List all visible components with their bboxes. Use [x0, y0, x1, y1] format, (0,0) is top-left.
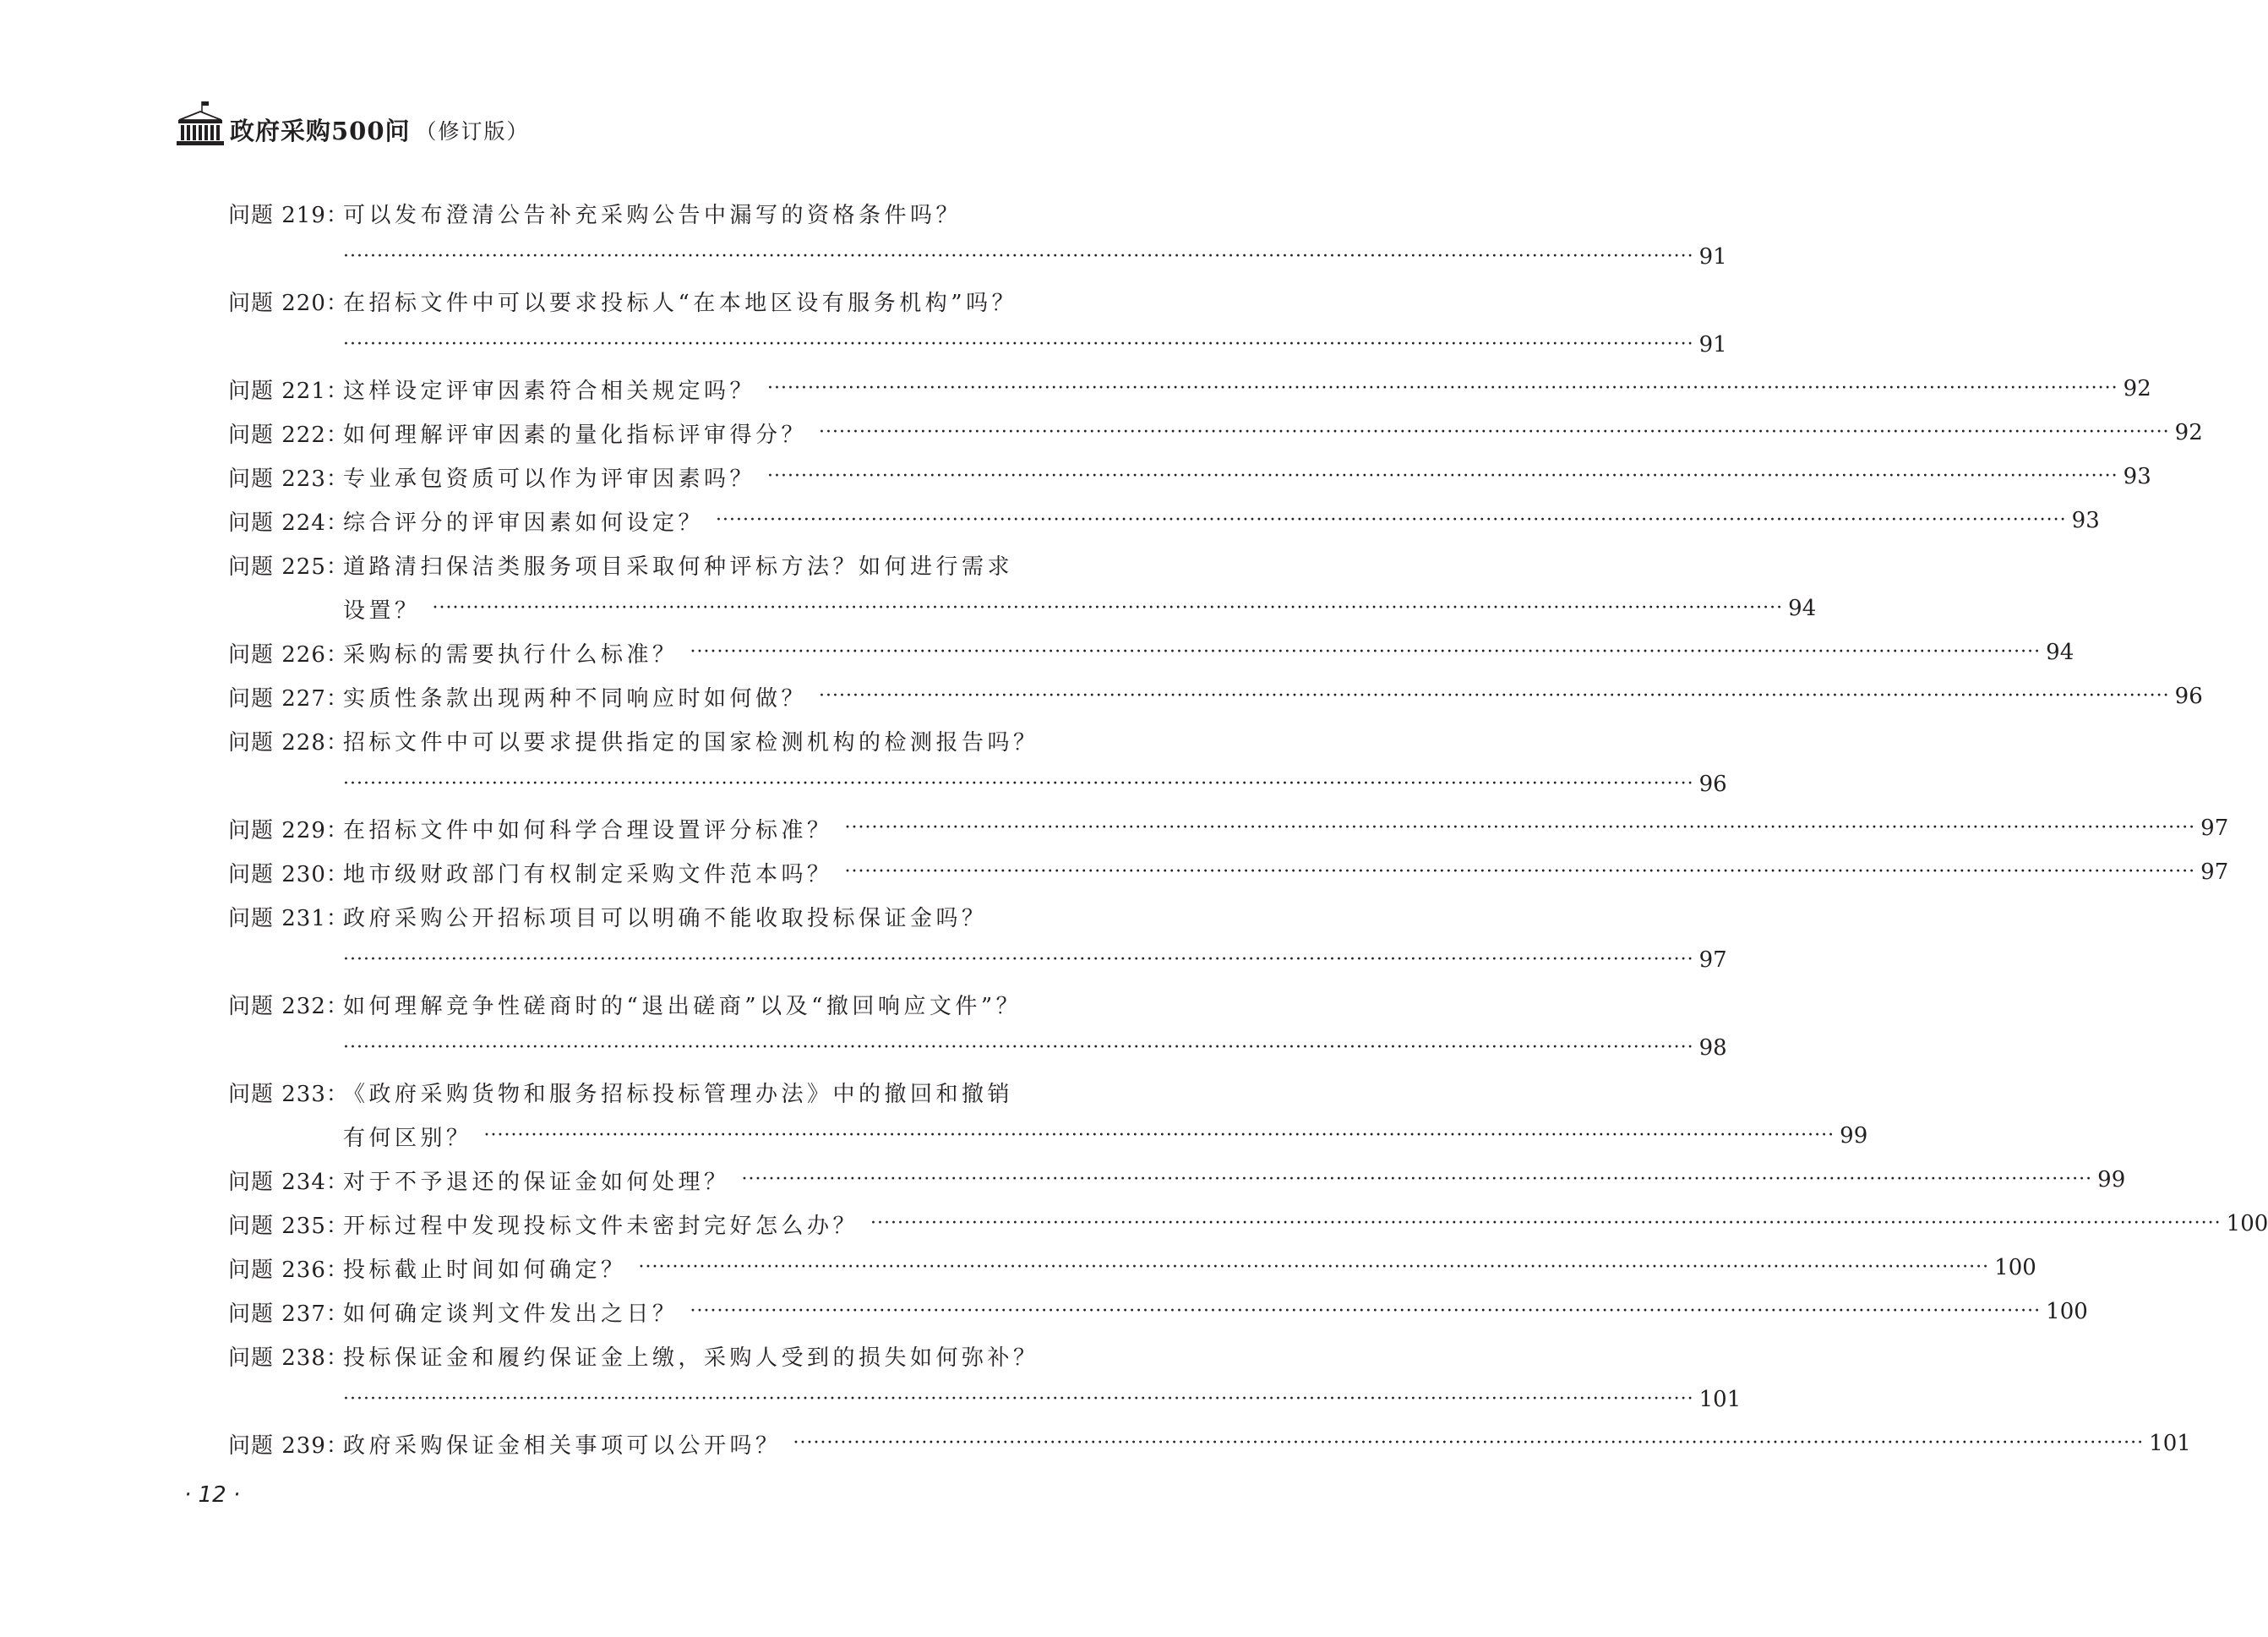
question-title: 如何确定谈判文件发出之日？ — [343, 1301, 679, 1327]
question-title: 道路清扫保洁类服务项目采取何种评标方法？如何进行需求 — [343, 554, 1014, 580]
leader-dots: ········································································································································································································ — [343, 334, 1694, 355]
leader-dots: ········································································································································································································ — [819, 685, 2170, 707]
toc-entry[interactable] — [228, 894, 1727, 982]
leader-dots: ········································································································································································································ — [844, 861, 2196, 882]
page-ref: 94 — [1788, 596, 1817, 621]
question-title: 在招标文件中可以要求投标人“在本地区设有服务机构”吗？ — [343, 290, 1018, 316]
leader-dots: ········································································································································································································ — [638, 1257, 1990, 1278]
leader-dots: ········································································································································································································ — [690, 641, 2042, 663]
page-ref: 92 — [2174, 420, 2203, 445]
toc-entry[interactable] — [228, 1158, 2126, 1202]
question-number: 问题 228： — [228, 729, 349, 756]
page-ref: 99 — [2097, 1167, 2126, 1192]
question-title: 开标过程中发现投标文件未密封完好怎么办？ — [343, 1213, 859, 1239]
table-of-contents — [228, 191, 2268, 1465]
leader-dots: ········································································································································································································ — [343, 1389, 1694, 1410]
question-number: 问题 236： — [228, 1257, 349, 1283]
page-ref: 96 — [2174, 684, 2203, 709]
toc-entry[interactable] — [228, 850, 2229, 894]
leader-dots: ········································································································································································································ — [343, 246, 1694, 267]
question-title: 招标文件中可以要求提供指定的国家检测机构的检测报告吗？ — [343, 729, 1039, 756]
page-ref: 96 — [1698, 772, 1727, 797]
leader-dots: ········································································································································································································ — [690, 1301, 2042, 1322]
leader-dots: ········································································································································································································ — [483, 1125, 1835, 1146]
toc-entry[interactable] — [228, 543, 1817, 630]
question-title: 采购标的需要执行什么标准？ — [343, 641, 679, 668]
question-number: 问题 231： — [228, 905, 349, 931]
toc-entry[interactable] — [228, 191, 1727, 279]
question-title: 如何理解评审因素的量化指标评审得分？ — [343, 422, 808, 448]
leader-dots: ········································································································································································································ — [819, 422, 2170, 443]
page-ref: 101 — [1698, 1387, 1742, 1412]
page-ref: 92 — [2123, 376, 2151, 401]
leader-dots: ········································································································································································································ — [343, 773, 1694, 794]
page-ref: 100 — [2046, 1299, 2088, 1324]
page-ref: 100 — [2226, 1211, 2268, 1236]
question-number: 问题 234： — [228, 1169, 349, 1195]
toc-entry[interactable] — [228, 367, 2151, 411]
page-ref: 98 — [1698, 1035, 1727, 1061]
book-subtitle: （修订版） — [415, 119, 530, 144]
page-ref: 97 — [2200, 859, 2229, 885]
toc-entry[interactable] — [228, 279, 1727, 367]
question-number: 问题 229： — [228, 817, 349, 843]
question-title: 投标保证金和履约保证金上缴，采购人受到的损失如何弥补？ — [343, 1345, 1039, 1371]
toc-entry[interactable] — [228, 455, 2151, 499]
page-ref: 97 — [2200, 816, 2229, 841]
toc-entry[interactable] — [228, 718, 1727, 806]
page-ref: 91 — [1698, 244, 1727, 270]
toc-entry[interactable] — [228, 1202, 2268, 1246]
question-number: 问题 224： — [228, 510, 349, 536]
question-title-continued: 有何区别？ — [343, 1125, 472, 1151]
question-number: 问题 230： — [228, 861, 349, 887]
question-number: 问题 233： — [228, 1081, 349, 1107]
question-number: 问题 237： — [228, 1301, 349, 1327]
question-title: 政府采购公开招标项目可以明确不能收取投标保证金吗？ — [343, 905, 988, 931]
toc-entry[interactable] — [228, 411, 2203, 455]
toc-entry[interactable] — [228, 630, 2074, 674]
government-building-icon — [176, 100, 225, 147]
leader-dots: ········································································································································································································ — [343, 1037, 1694, 1058]
leader-dots: ········································································································································································································ — [870, 1213, 2222, 1234]
question-title: 政府采购保证金相关事项可以公开吗？ — [343, 1432, 782, 1459]
question-title: 综合评分的评审因素如何设定？ — [343, 510, 705, 536]
toc-entry[interactable] — [228, 1246, 2036, 1290]
page-ref: 91 — [1698, 332, 1727, 357]
question-number: 问题 220： — [228, 290, 349, 316]
toc-entry[interactable] — [228, 1290, 2088, 1334]
leader-dots: ········································································································································································································ — [716, 510, 2067, 531]
question-title: 地市级财政部门有权制定采购文件范本吗？ — [343, 861, 833, 887]
question-number: 问题 235： — [228, 1213, 349, 1239]
leader-dots: ········································································································································································································ — [844, 817, 2196, 838]
toc-entry[interactable] — [228, 1421, 2191, 1465]
question-number: 问题 238： — [228, 1345, 349, 1371]
toc-entry[interactable] — [228, 1334, 1742, 1421]
question-title: 如何理解竞争性磋商时的“退出磋商”以及“撤回响应文件”？ — [343, 993, 1022, 1019]
toc-entry[interactable] — [228, 674, 2203, 718]
leader-dots: ········································································································································································································ — [793, 1432, 2145, 1454]
question-title: 投标截止时间如何确定？ — [343, 1257, 627, 1283]
page-ref: 94 — [2046, 640, 2074, 665]
question-number: 问题 227： — [228, 685, 349, 712]
question-title: 在招标文件中如何科学合理设置评分标准？ — [343, 817, 833, 843]
leader-dots: ········································································································································································································ — [767, 466, 2118, 487]
page-ref: 97 — [1698, 947, 1727, 973]
running-header — [176, 100, 530, 147]
toc-entry[interactable] — [228, 1070, 1868, 1158]
page-ref: 101 — [2149, 1431, 2191, 1456]
question-title: 可以发布澄清公告补充采购公告中漏写的资格条件吗？ — [343, 202, 962, 228]
leader-dots: ········································································································································································································ — [432, 598, 1784, 619]
question-number: 问题 221： — [228, 378, 349, 404]
leader-dots: ········································································································································································································ — [767, 378, 2118, 399]
question-number: 问题 239： — [228, 1432, 349, 1459]
toc-entry[interactable] — [228, 982, 1727, 1070]
question-number: 问题 226： — [228, 641, 349, 668]
question-number: 问题 225： — [228, 554, 349, 580]
question-title: 对于不予退还的保证金如何处理？ — [343, 1169, 730, 1195]
book-title: 政府采购500问 — [230, 117, 411, 145]
question-number: 问题 223： — [228, 466, 349, 492]
question-title: 《政府采购货物和服务招标投标管理办法》中的撤回和撤销 — [343, 1081, 1014, 1107]
page-ref: 93 — [2123, 464, 2151, 489]
question-title: 这样设定评审因素符合相关规定吗？ — [343, 378, 756, 404]
leader-dots: ········································································································································································································ — [741, 1169, 2093, 1190]
question-number: 问题 219： — [228, 202, 349, 228]
page-ref: 100 — [1994, 1255, 2036, 1280]
question-title: 专业承包资质可以作为评审因素吗？ — [343, 466, 756, 492]
question-title: 实质性条款出现两种不同响应时如何做？ — [343, 685, 808, 712]
question-number: 问题 222： — [228, 422, 349, 448]
toc-entry[interactable] — [228, 806, 2229, 850]
leader-dots: ········································································································································································································ — [343, 949, 1694, 970]
toc-entry[interactable] — [228, 499, 2100, 543]
page-ref: 99 — [1840, 1123, 1868, 1149]
page-ref: 93 — [2071, 508, 2100, 533]
question-title-continued: 设置？ — [343, 598, 421, 624]
question-number: 问题 232： — [228, 993, 349, 1019]
page-number: · 12 · — [184, 1482, 241, 1508]
